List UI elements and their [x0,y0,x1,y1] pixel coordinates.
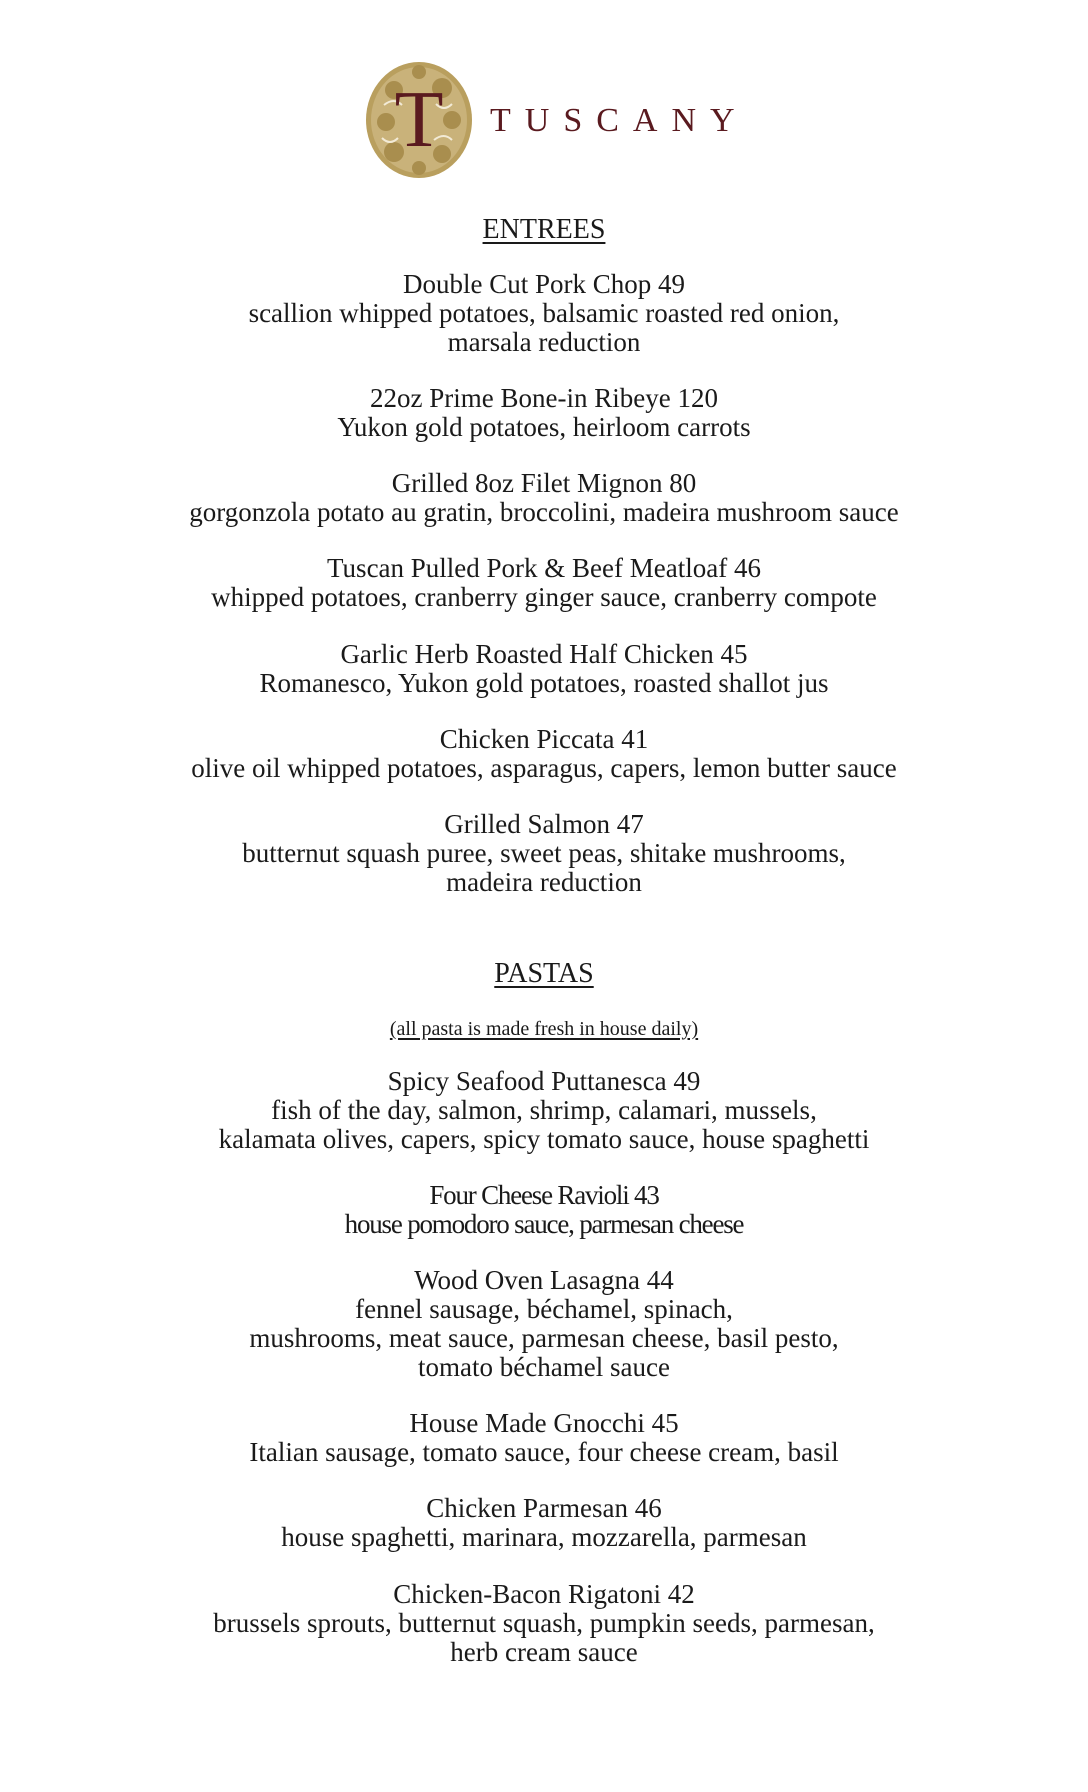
entrees-heading: ENTREES [482,214,606,245]
item-description: scallion whipped potatoes, balsamic roasted red onion, marsala reduction [248,298,840,357]
item-description: fish of the day, salmon, shrimp, calamari, mussels, kalamata olives, capers, spicy tomato sauce, house spaghetti [218,1095,870,1154]
item-name: Tuscan Pulled Pork & Beef Meatloaf 46 [327,553,761,583]
menu-item [0,1494,1088,1552]
menu-item [0,810,1088,897]
item-description: house pomodoro sauce, parmesan cheese [344,1209,744,1239]
logo-letter: T [394,76,444,164]
item-description: butternut squash puree, sweet peas, shitake mushrooms, madeira reduction [242,838,846,897]
menu-item [0,1181,1088,1239]
menu-item [0,384,1088,442]
menu-item [0,640,1088,698]
item-name: Garlic Herb Roasted Half Chicken 45 [340,639,748,669]
pastas-note: (all pasta is made fresh in house daily) [389,1018,699,1040]
menu-item [0,1266,1088,1382]
item-name: Spicy Seafood Puttanesca 49 [387,1066,701,1096]
item-name: House Made Gnocchi 45 [409,1408,679,1438]
item-name: Chicken-Bacon Rigatoni 42 [393,1579,695,1609]
item-name: Chicken Piccata 41 [439,724,649,754]
item-description: house spaghetti, marinara, mozzarella, parmesan [281,1522,807,1552]
item-description: fennel sausage, béchamel, spinach, mushrooms, meat sauce, parmesan cheese, basil pesto, tomato béchamel sauce [249,1294,839,1382]
item-name: Grilled Salmon 47 [444,809,644,839]
menu-header [0,60,1088,180]
menu-item [0,469,1088,527]
item-description: olive oil whipped potatoes, asparagus, capers, lemon butter sauce [191,753,897,783]
menu-item [0,1580,1088,1667]
item-name: Four Cheese Ravioli 43 [429,1180,659,1210]
item-description: Italian sausage, tomato sauce, four cheese cream, basil [249,1437,839,1467]
item-description: brussels sprouts, butternut squash, pumpkin seeds, parmesan, herb cream sauce [213,1608,875,1667]
menu-item [0,1409,1088,1467]
menu-item [0,1067,1088,1154]
item-description: gorgonzola potato au gratin, broccolini, madeira mushroom sauce [189,497,899,527]
item-name: 22oz Prime Bone-in Ribeye 120 [370,383,718,413]
item-description: Romanesco, Yukon gold potatoes, roasted shallot jus [259,668,829,698]
item-name: Grilled 8oz Filet Mignon 80 [391,468,697,498]
restaurant-name: TUSCANY [490,102,749,139]
menu-item [0,270,1088,357]
item-description: Yukon gold potatoes, heirloom carrots [337,412,751,442]
pastas-heading: PASTAS [494,958,594,989]
menu-item [0,554,1088,612]
tuscany-logo [364,60,474,180]
item-name: Double Cut Pork Chop 49 [402,269,685,299]
item-description: whipped potatoes, cranberry ginger sauce, cranberry compote [211,582,877,612]
item-name: Chicken Parmesan 46 [426,1493,662,1523]
item-name: Wood Oven Lasagna 44 [414,1265,674,1295]
menu-item [0,725,1088,783]
